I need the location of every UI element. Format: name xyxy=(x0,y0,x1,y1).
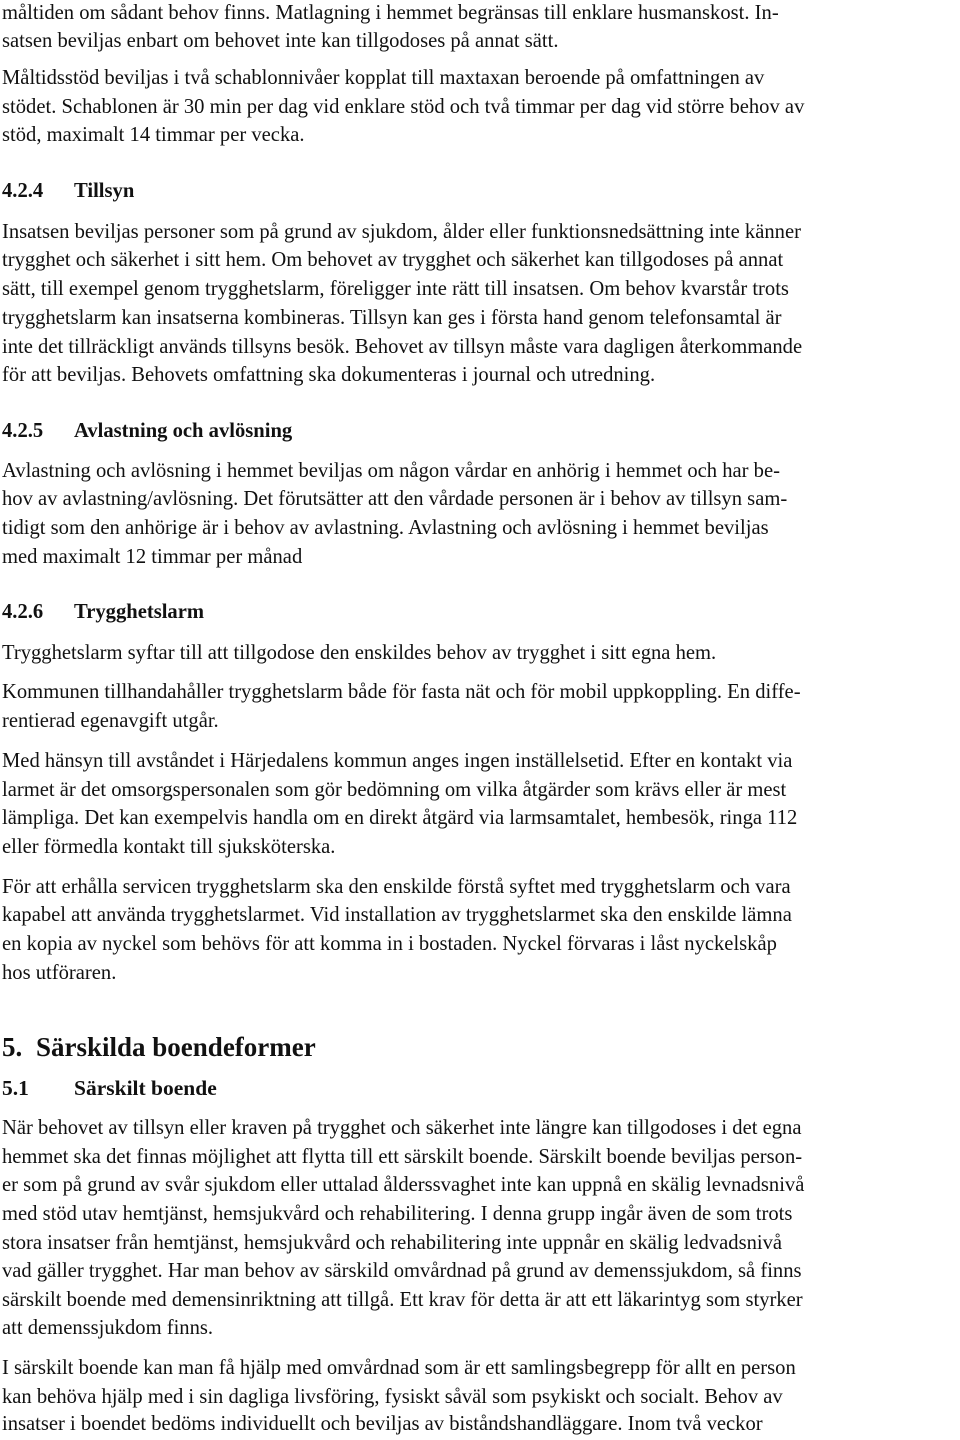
body-line: med stöd utav hemtjänst, hemsjukvård och rehabilitering. I denna grupp ingår även de som trots xyxy=(2,1203,793,1225)
body-line: er som på grund av svår sjukdom eller uttalad ålderssvaghet inte kan uppnå en skälig levnadsnivå xyxy=(2,1174,805,1196)
body-line: sätt, till exempel genom trygghetslarm, föreligger inte rätt till insatsen. Om behov kvarstår trots xyxy=(2,278,789,300)
body-line: Med hänsyn till avståndet i Härjedalens kommun anges ingen inställelsetid. Efter en kontakt via xyxy=(2,750,793,772)
body-line: stora insatser från hemtjänst, hemsjukvård och rehabilitering inte uppnår en skälig ledvadsnivå xyxy=(2,1232,783,1254)
body-line: stöd, maximalt 14 timmar per vecka. xyxy=(2,124,305,146)
body-line: Måltidsstöd beviljas i två schablonnivåer kopplat till maxtaxan beroende på omfattningen av xyxy=(2,67,765,89)
section-number: 5.1 xyxy=(2,1076,29,1100)
body-line: med maximalt 12 timmar per månad xyxy=(2,546,303,568)
body-line: För att erhålla servicen trygghetslarm ska den enskilde förstå syftet med trygghetslarm och vara xyxy=(2,876,791,898)
body-line: en kopia av nyckel som behövs för att komma in i bostaden. Nyckel förvaras i låst nyckelskåp xyxy=(2,933,777,955)
body-line: eller förmedla kontakt till sjuksköterska. xyxy=(2,836,336,858)
body-line: trygghet och säkerhet i sitt hem. Om behovet av trygghet och säkerhet kan tillgodoses på annat xyxy=(2,249,784,271)
body-line: larmet är det omsorgspersonalen som gör bedömning om vilka åtgärder som krävs eller är mest xyxy=(2,779,787,801)
body-line: hov av avlastning/avlösning. Det förutsätter att den vårdade personen är i behov av tillsyn sam- xyxy=(2,488,788,510)
chapter-heading-5 xyxy=(2,1030,316,1064)
body-line: särskilt boende med demensinriktning att tillgå. Ett krav för detta är att ett läkarintyg som styrker xyxy=(2,1289,803,1311)
section-title: Särskilt boende xyxy=(74,1076,217,1100)
body-line: stödet. Schablonen är 30 min per dag vid enklare stöd och två timmar per dag vid större behov av xyxy=(2,96,805,118)
body-line: satsen beviljas enbart om behovet inte kan tillgodoses på annat sätt. xyxy=(2,30,559,52)
body-line: rentierad egenavgift utgår. xyxy=(2,710,219,732)
section-heading-4-2-5 xyxy=(2,417,292,446)
body-line: måltiden om sådant behov finns. Matlagning i hemmet begränsas till enklare husmanskost. In- xyxy=(2,2,779,24)
section-heading-5-1 xyxy=(2,1074,217,1103)
body-line: för att beviljas. Behovets omfattning ska dokumenteras i journal och utredning. xyxy=(2,364,656,386)
body-line: I särskilt boende kan man få hjälp med omvårdnad som är ett samlingsbegrepp för allt en person xyxy=(2,1357,796,1379)
body-line: Avlastning och avlösning i hemmet beviljas om någon vårdar en anhörig i hemmet och har be- xyxy=(2,460,780,482)
body-line: lämpliga. Det kan exempelvis handla om en direkt åtgärd via larmsamtalet, hembesök, ringa 112 xyxy=(2,807,798,829)
body-line: hos utföraren. xyxy=(2,962,117,984)
body-line: kapabel att använda trygghetslarmet. Vid installation av trygghetslarmet ska den enskilde lämna xyxy=(2,904,792,926)
body-line: trygghetslarm kan insatserna kombineras. Tillsyn kan ges i första hand genom telefonsamtal är xyxy=(2,307,782,329)
body-line: hemmet ska det finnas möjlighet att flytta till ett särskilt boende. Särskilt boende beviljas person- xyxy=(2,1146,803,1168)
body-line: att demenssjukdom finns. xyxy=(2,1317,214,1339)
section-number: 4.2.6 xyxy=(2,601,44,623)
body-line: När behovet av tillsyn eller kraven på trygghet och säkerhet inte längre kan tillgodoses i det egna xyxy=(2,1117,802,1139)
body-line: inte det tillräckligt används tillsyns besök. Behovet av tillsyn måste vara dagligen återkommande xyxy=(2,336,803,358)
body-line: insatser i boendet bedöms individuellt och beviljas av biståndshandläggare. Inom två veckor xyxy=(2,1413,763,1435)
chapter-title: Särskilda boendeformer xyxy=(36,1032,316,1062)
section-number: 4.2.5 xyxy=(2,420,44,442)
body-line: kan behöva hjälp med i sin dagliga livsföring, fysiskt såväl som psykiskt och socialt. Behov av xyxy=(2,1386,783,1408)
body-line: vad gäller trygghet. Har man behov av särskild omvårdnad på grund av demenssjukdom, så finns xyxy=(2,1260,802,1282)
section-title: Trygghetslarm xyxy=(74,601,205,623)
section-number: 4.2.4 xyxy=(2,180,44,202)
body-line: Trygghetslarm syftar till att tillgodose den enskildes behov av trygghet i sitt egna hem. xyxy=(2,642,717,664)
section-heading-4-2-6 xyxy=(2,598,204,627)
section-heading-4-2-4 xyxy=(2,177,134,206)
chapter-number: 5. xyxy=(2,1032,23,1062)
body-line: Kommunen tillhandahåller trygghetslarm både för fasta nät och för mobil uppkoppling. En diffe- xyxy=(2,681,801,703)
body-line: tidigt som den anhörige är i behov av avlastning. Avlastning och avlösning i hemmet beviljas xyxy=(2,517,769,539)
section-title: Tillsyn xyxy=(74,180,135,202)
section-title: Avlastning och avlösning xyxy=(74,420,293,442)
body-line: Insatsen beviljas personer som på grund av sjukdom, ålder eller funktionsnedsättning inte känner xyxy=(2,221,801,243)
